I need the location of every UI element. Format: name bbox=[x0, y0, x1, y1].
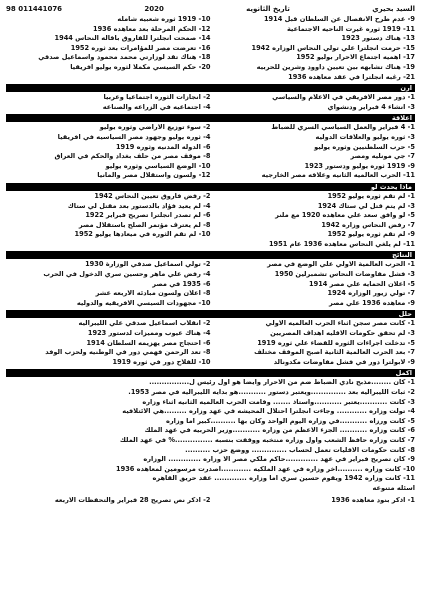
question-line: 2- سوء توزيع الاراضي وثوره يوليو bbox=[99, 123, 211, 132]
question-line: 6- لم تصدر انجلترا تصريح فبراير 1922 bbox=[85, 211, 211, 220]
section-title: اعلاقة bbox=[389, 114, 415, 122]
question-line: 4- ثوره يوليو وجهود مصر السياسيه في افريقيا bbox=[57, 132, 211, 141]
question-line: 3- ثوره يوليو والعلاقات الدوليه bbox=[315, 132, 415, 141]
question-line: 14- صمحت انجلترا للفاروق باقاله النحاس 1944 bbox=[54, 34, 211, 43]
section-right-column bbox=[211, 260, 416, 308]
question-line: 5- اعلان الحمايه علي مصر 1914 bbox=[309, 279, 415, 288]
section-analyze bbox=[6, 319, 415, 367]
question-line: 12- الحكم المرحلة بعد معاهده 1936 bbox=[92, 24, 211, 33]
top-left-column bbox=[6, 15, 211, 82]
section-results bbox=[6, 260, 415, 308]
fill-in-line: 9- كان تصريح فبراير في عهد .............حاكم ملكي مصر الا وزاره ............. الوزاره bbox=[143, 455, 415, 464]
question-line: 7- بعد الحرب العالمية الثانية اصبح الموقف مختلف bbox=[254, 348, 415, 357]
section-bar-fill bbox=[6, 310, 396, 318]
section-bar-relation bbox=[6, 114, 415, 122]
question-line: 4- هناك عيوب ومميزات لدستور 1923 bbox=[87, 329, 211, 338]
question-line: 6- احتجاج مصر يهزيمه السلطان 1914 bbox=[86, 338, 211, 347]
question-line: 3- لم يتم قتل لي ستاك 1924 bbox=[317, 201, 415, 210]
question-line: 19- هناك تشابهه بين تعيين داوود وشرين للحربيه bbox=[256, 62, 415, 71]
question-line: 5- لو وافق سعد علي معاهده 1920 مع ملنر bbox=[275, 211, 415, 220]
bottom-right-column bbox=[211, 496, 416, 506]
fill-in-line: 6- كانت وزاره ........... الجزء الاعظم من وزاره ...........وزير الحربيه في عهد الملك bbox=[144, 426, 415, 435]
bottom-questions bbox=[6, 496, 415, 506]
fill-in-line: 8- كانت حكومات الاقليات تعمل لحساب .............. ووضع حزب .......... bbox=[185, 445, 415, 454]
section-right-column bbox=[211, 192, 416, 250]
fill-in-line: 5- كانت ورزاه ...........في وزاره اليوم الواحد وكان بها ..........كبير اما وزاره bbox=[165, 416, 415, 425]
question-line: 20- حكم السيسي مكملا لثوره يوليو افريقيا bbox=[70, 62, 211, 71]
section-right-column bbox=[211, 123, 416, 181]
question-line: 3- انشاء 4 فبراير ودنشواي bbox=[327, 102, 415, 111]
question-line: 2- انجازات الثوره اجتماعيا وعربيا bbox=[103, 93, 211, 102]
section-bar-fill bbox=[6, 84, 397, 92]
question-line: 10- للفلاح دور في ثوره 1919 bbox=[112, 357, 211, 366]
question-line: 2- رفض فاروق تعيين النحاس 1942 bbox=[94, 191, 211, 200]
question-line: 10- الوضع السياسي وثوره يوليو bbox=[105, 161, 211, 170]
section-what-if bbox=[6, 192, 415, 250]
section-bar-what-if bbox=[6, 183, 415, 191]
question-line: 1- دور مصر الافريقي في الاعلام والسياسي bbox=[272, 93, 415, 102]
fill-in-line: 3- كانت ...........يعتبر ...........واستاذ ....... وقامت الحرب العالميه الثانيه اثناء وزاره bbox=[142, 397, 415, 406]
section-left-column bbox=[6, 260, 211, 308]
question-line: 4- اجتماعيه في الزراعه والصناعه bbox=[102, 102, 211, 111]
top-questions bbox=[6, 15, 415, 82]
fill-in-line: 10- كانت وزاره ..........اخر وزاره في عهد الملكيه ............اصدرت مرسومين لمعاهده 1936 bbox=[116, 464, 415, 473]
section-title: اكمل bbox=[393, 369, 415, 377]
fill-in-line: 7- كانت وزاره حافظ الشعب واول وزاره منتخبه ووقفت بنسبه ...............% في عهد الملك bbox=[119, 435, 415, 444]
question-line: 9- عدم طرح الانفصال عن السلطان قبل 1914 bbox=[263, 15, 415, 23]
question-line: 3- لم تحقق حكومات الاقليه اهداف المصريين bbox=[270, 329, 415, 338]
section-bar-fill bbox=[6, 251, 389, 259]
question-line: 10- لم تقم الثوره في ميعادها يوليو 1952 bbox=[74, 230, 211, 239]
section-title: ماذا يحدث لو bbox=[368, 183, 415, 191]
bottom-left-column bbox=[6, 496, 211, 506]
section-bar-fill bbox=[6, 114, 389, 122]
fill-in-line: 1- كان ........مذبح نادي الضباط ضم من الاحرار وايضا هو اول رئيس ل................ bbox=[149, 378, 415, 387]
question-line: 6- 1935 في مصر bbox=[152, 279, 211, 288]
question-line: 10- مجهودات السيسي الافريقيه والدوليه bbox=[76, 298, 211, 307]
question-line: 7- جي مونليه ومصر bbox=[350, 152, 415, 161]
question-line: 9- لم تقم ثوره يوليو 1952 bbox=[327, 230, 415, 239]
question-line: 15- حرمت انجلترا علي تولي النحاس الوزاره 1942 bbox=[251, 43, 415, 52]
question-line: 11- 1919 ثوره غيرت الناحيه الاجتماعية bbox=[286, 24, 415, 33]
question-line: 1- كانت مصر سجن اثناء الحرب العالميه الاولي bbox=[265, 319, 415, 328]
section-left-column bbox=[6, 192, 211, 250]
question-line: 17- اهميه اجتماع الاحرار بوليو 1952 bbox=[296, 53, 415, 62]
section-bar-fill bbox=[6, 183, 368, 191]
question-line: 6- الدوله المدنيه وثوره 1919 bbox=[115, 142, 211, 151]
question-line: 8- تعد الرحمن فهمي دور في الوطنيه ولحزب الوفد bbox=[45, 348, 211, 357]
section-bar-compare bbox=[6, 84, 415, 92]
question-line: 5- حرب السلطنيين وثوره يوليو bbox=[314, 142, 415, 151]
top-right-column bbox=[211, 15, 416, 82]
question-line: 1- لم تقم ثوره يوليو 1952 bbox=[327, 191, 415, 200]
question-line: 16- تعرضت مصر للمؤامرات بعد ثوره 1952 bbox=[70, 43, 211, 52]
question-line: 9- 1919 ثوره يوليو ودستور 1923 bbox=[304, 161, 415, 170]
section-title: حلل bbox=[396, 310, 415, 318]
question-line: 5- تدخلت اجراءات الثوره للقضاء علي ثوره 1919 bbox=[257, 338, 415, 347]
fill-in-line: 4- تولت وزاره ............ وجاءت انجلترا احتلال المحيشه في عهد وزاره .........هي الائتلافيه bbox=[122, 407, 415, 416]
phone-number: 011441076 98 bbox=[6, 5, 63, 13]
section-right-column bbox=[211, 93, 416, 112]
fill-in-line: 11- كانت وزاره 1942 ويقوم حسين سري اما وزاره ............. عقد حريق القاهره bbox=[152, 474, 415, 483]
section-left-column bbox=[6, 319, 211, 367]
section-compare bbox=[6, 93, 415, 112]
section-bar-results bbox=[6, 251, 415, 259]
question-line: 9- معاهده 1936 علي مصر bbox=[329, 298, 415, 307]
question-line: 1- 4 فبراير والعمل السياسي السري للضباط bbox=[271, 123, 415, 132]
question-line: 3- فشل مفاوضات النحاس تشمبرلين 1950 bbox=[274, 270, 415, 279]
section-bar-complete bbox=[6, 369, 415, 377]
fill-in-line: 2- ثبات الليبراليه بعد ..............ويعتبر دستور ...........هو بدايه الليبراليه في مصر 1953. bbox=[128, 388, 415, 396]
section-right-column bbox=[211, 319, 416, 367]
question-line: 12- ولسون واستقلال مصر والمانيا bbox=[97, 171, 211, 180]
section-complete bbox=[6, 378, 415, 493]
question-line: 1- اذكر بنود معاهده 1936 bbox=[331, 495, 415, 504]
section-bar-analyze bbox=[6, 310, 415, 318]
question-line: 4- لم يعيد فؤاد بالدستور بعد مقتل لي ستاك bbox=[67, 201, 211, 210]
section-relation bbox=[6, 123, 415, 181]
subject-title: تاريخ الثانويه bbox=[246, 5, 290, 13]
section-left-column bbox=[6, 123, 211, 181]
question-line: 8- لم يعترف مؤتمر الصلح باستقلال مصر bbox=[78, 220, 211, 229]
question-line: 8- اعلان ولسون مبادئه الاربعه عشر bbox=[95, 289, 211, 298]
question-line: 1- الحرب العالمية الاولي علي الوضع في مصر bbox=[267, 260, 415, 269]
section-bar-fill bbox=[6, 369, 393, 377]
question-line: 4- رفض علي ماهر وحسين سري الدخول في الحرب bbox=[43, 270, 211, 279]
question-line: 13- هناك دستور 1923 bbox=[341, 34, 415, 43]
question-line: 18- هناك تقد لوزارتي محمد محمود واسماعيل صدقي bbox=[38, 53, 211, 62]
question-line: 7- رفض النحاس وزاره 1942 bbox=[321, 220, 415, 229]
question-line: 8- موقف مصر من حلف بغداد والحكم في العراق bbox=[54, 152, 211, 161]
section-title: ارن bbox=[397, 84, 415, 92]
question-line: 9- لابولترا دور في فشل مفاوضات مكدونالد bbox=[273, 357, 415, 366]
section-title: النتائج bbox=[389, 251, 415, 259]
section-left-column bbox=[6, 93, 211, 112]
misc-questions-heading: اسئله متنوعه bbox=[372, 483, 415, 492]
question-line: 7- تولي زيور الوزاره 1924 bbox=[327, 289, 415, 298]
question-line: 10- 1919 ثوره شعبيه شامله bbox=[117, 15, 211, 23]
question-line: 2- اذكر نص تصريح 28 فبراير والتحفظات الاربعه bbox=[54, 495, 211, 504]
header bbox=[6, 4, 415, 15]
question-line: 11- لم يلغي النحاس معاهده 1936 عام 1951 bbox=[268, 239, 415, 248]
question-line: 2- انقلاب اسماعيل صدقي علي الليبراليه bbox=[78, 319, 211, 328]
year: 2020 bbox=[144, 5, 164, 13]
question-line: 21- رغبه انجلترا في عقد معاهده 1936 bbox=[288, 72, 415, 81]
teacher-name: السيد بحيري bbox=[372, 5, 415, 13]
question-line: 2- تولي اسماعيل صدقي الوزارة 1930 bbox=[85, 260, 211, 269]
question-line: 11- الحرب العالميه الثانيه وعلاقه مصر الخارجيه bbox=[261, 171, 415, 180]
